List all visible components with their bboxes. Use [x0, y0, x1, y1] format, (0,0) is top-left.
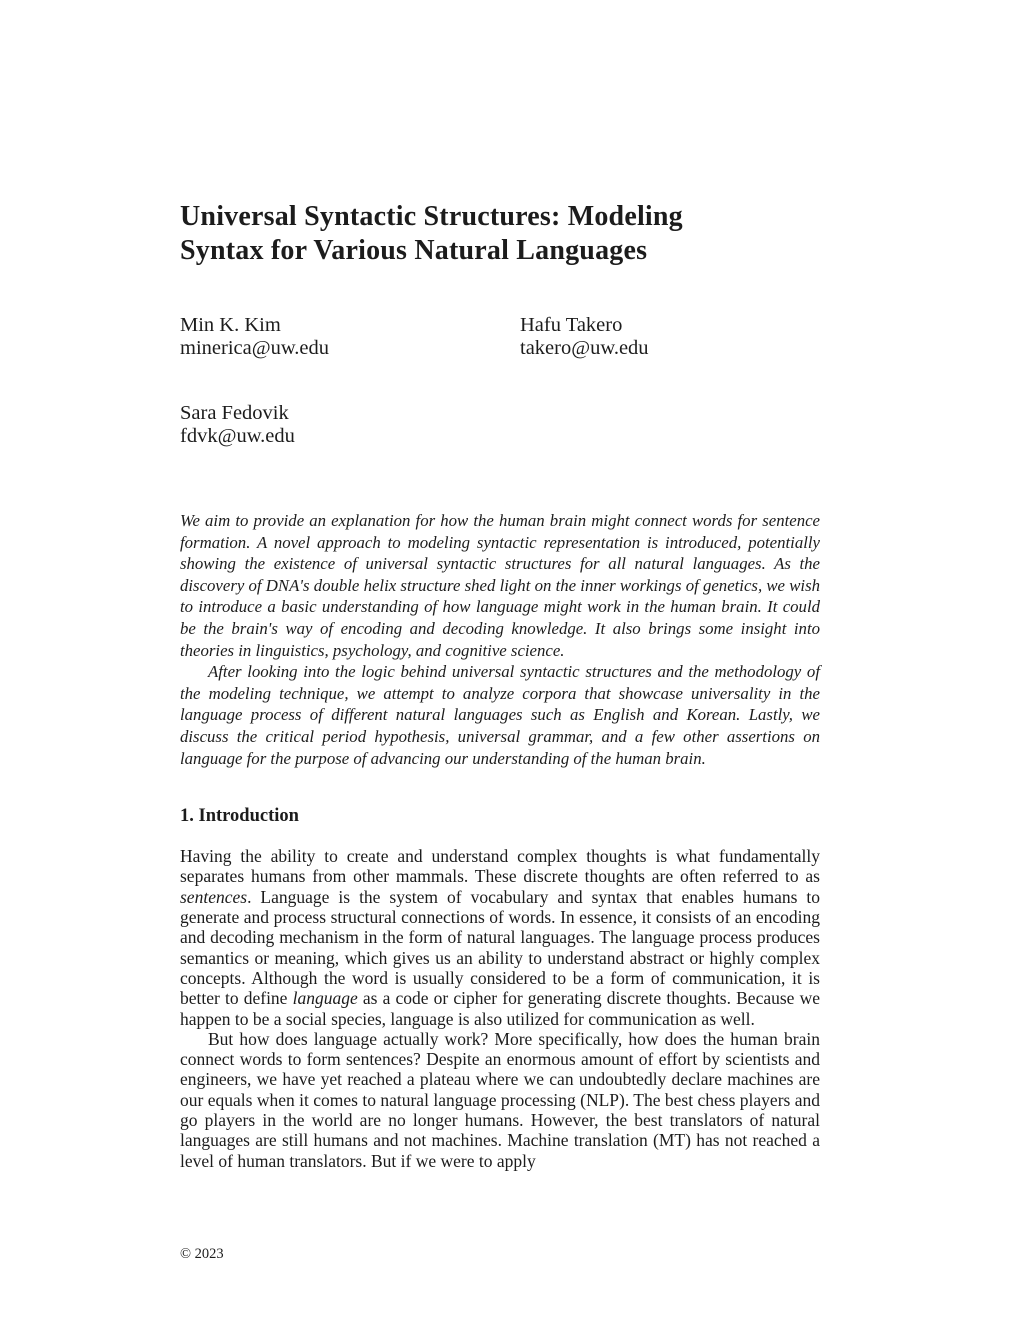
introduction-paragraph-1: Having the ability to create and understand complex thoughts is what fundamentally separates humans from other mammals. These discrete thoughts are often referred to as sentences. Language is the system of vocabulary and syntax that enables humans to generate and process structural connections of words. In essence, it consists of an encoding and decoding mechanism in the form of natural languages. The language process produces semantics or meaning, which gives us an ability to understand abstract or highly complex concepts. Although the word is usually considered to be a form of communication, it is better to define language as a code or cipher for generating discrete thoughts. Because we happen to be a social species, language is also utilized for communication as well.	[180, 846, 820, 1029]
copyright-notice: © 2023	[180, 1246, 224, 1262]
author-3-email: fdvk@uw.edu	[180, 425, 295, 447]
author-2	[520, 314, 820, 360]
paper-title-line-2: Syntax for Various Natural Languages	[180, 235, 648, 266]
introduction-body	[180, 846, 820, 1171]
paper-page-column	[180, 0, 820, 1171]
author-1	[180, 314, 520, 360]
section-heading-introduction: 1. Introduction	[180, 806, 299, 827]
authors-block	[180, 314, 820, 448]
author-2-email: takero@uw.edu	[520, 337, 649, 359]
introduction-paragraph-2: But how does language actually work? More specifically, how does the human brain connect words to form sentences? Despite an enormous amount of effort by scientists and engineers, we have yet reached a plateau where we can undoubtedly declare machines are our equals when it comes to natural language processing (NLP). The best chess players and go players in the world are no longer humans. However, the best translators of natural languages are still humans and not machines. Machine translation (MT) has not reached a level of human translators. But if we were to apply	[180, 1028, 820, 1171]
author-1-email: minerica@uw.edu	[180, 337, 330, 359]
author-3	[180, 402, 520, 448]
author-2-name: Hafu Takero	[520, 314, 623, 336]
abstract-paragraph-2: After looking into the logic behind universal syntactic structures and the methodology of the modeling technique, we attempt to analyze corpora that showcase universality in the language process of different natural languages such as English and Korean. Lastly, we discuss the critical period hypothesis, universal grammar, and a few other assertions on language for the purpose of advancing our understanding of the human brain.	[180, 662, 820, 768]
paper-title-line-1: Universal Syntactic Structures: Modeling	[180, 201, 683, 232]
abstract-paragraph-1: We aim to provide an explanation for how the human brain might connect words for sentence formation. A novel approach to modeling syntactic representation is introduced, potentially showing the existence of universal syntactic structures for all natural languages. As the discovery of DNA's double helix structure shed light on the inner workings of genetics, we wish to introduce a basic understanding of how language might work in the human brain. It could be the brain's way of encoding and decoding knowledge. It also brings some insight into theories in linguistics, psychology, and cognitive science.	[180, 511, 820, 660]
abstract	[180, 510, 820, 769]
author-1-name: Min K. Kim	[180, 314, 281, 336]
paper-title	[180, 0, 820, 268]
author-3-name: Sara Fedovik	[180, 402, 289, 424]
